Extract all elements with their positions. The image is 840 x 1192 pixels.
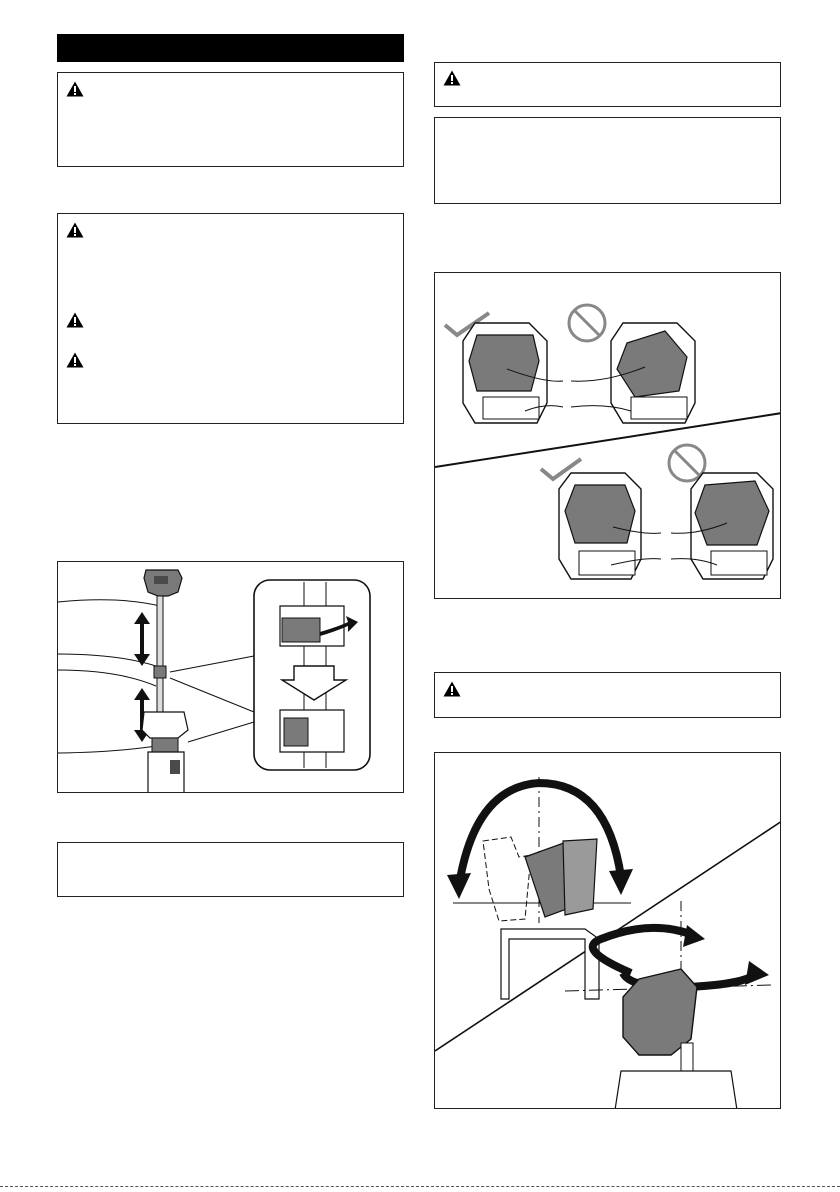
warning-triangle-icon — [443, 70, 461, 86]
figure-pole-adjustment — [57, 561, 404, 793]
section-header-bar — [57, 34, 404, 62]
figure-head-orientation — [434, 272, 781, 599]
prohibited-circle-icon — [569, 305, 605, 341]
warning-box-4 — [434, 672, 781, 718]
warning-box-2 — [57, 213, 404, 424]
warning-triangle-icon — [66, 222, 84, 238]
prohibited-circle-icon — [669, 445, 705, 481]
note-box — [57, 842, 404, 897]
page-bottom-rule — [0, 1186, 840, 1187]
warning-triangle-icon — [443, 681, 461, 697]
warning-triangle-icon — [66, 312, 84, 328]
figure-head-rotation — [434, 752, 781, 1109]
warning-triangle-icon — [66, 352, 84, 368]
warning-box-1 — [57, 72, 404, 167]
warning-triangle-icon — [66, 81, 84, 97]
notice-box — [434, 117, 781, 204]
warning-box-3 — [434, 62, 781, 107]
